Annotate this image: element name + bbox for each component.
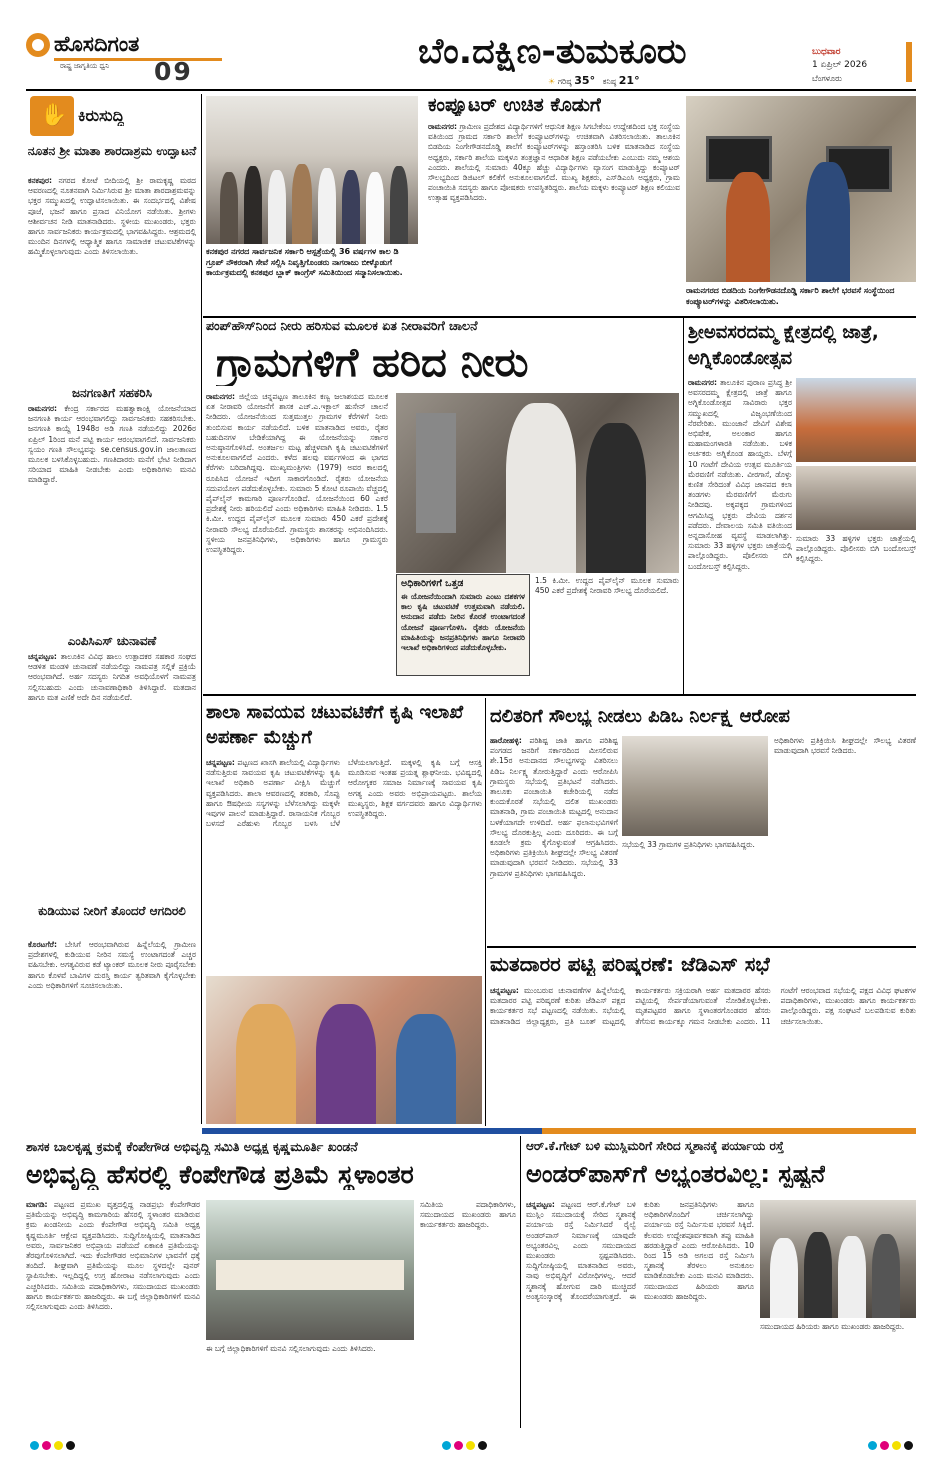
brief-body bbox=[28, 652, 196, 972]
logo-emblem-icon bbox=[32, 39, 44, 51]
underpass-text-cont: ಸಮುದಾಯದ ಹಿರಿಯರು ಹಾಗೂ ಮುಖಂಡರು ಹಾಜರಿದ್ದರು. bbox=[760, 1322, 905, 1331]
brief-place: ಕೊರಟಗೆರೆ: bbox=[28, 940, 57, 949]
brief-place: ಚನ್ನಪಟ್ಟಣ: bbox=[28, 652, 57, 661]
brief-body bbox=[28, 176, 196, 376]
underpass-headline: ಅಂಡರ್‌ಪಾಸ್‌ಗೆ ಅಭ್ಯಂತರವಿಲ್ಲ: ಸ್ಪಷ್ಟನೆ bbox=[526, 1160, 826, 1188]
kempegowda-text-cont: ಸಮಿತಿಯ ಪದಾಧಿಕಾರಿಗಳು, ಸಮುದಾಯದ ಮುಖಂಡರು ಹಾಗೂ ಕಾರ್ಯಕರ್ತರು ಹಾಜರಿದ್ದರು. bbox=[420, 1200, 516, 1230]
dalit-text: ಪರಿಶಿಷ್ಟ ಜಾತಿ ಹಾಗೂ ಪರಿಶಿಷ್ಟ ಪಂಗಡದ ಜನರಿಗೆ ಸರ್ಕಾರದಿಂದ ಮೀಸಲಿರುವ ಶೇ.15ರ ಅನುದಾನದ ಸೌಲಭ್ಯಗಳನ್ನು ವಿತರಿಸಲು ಪಿಡಿಒ ನಿರ್ಲಕ್ಷ್ಯ ತೋರುತ್ತಿದ್ದಾರೆ ಎಂದು ಆರೋಪಿಸಿ ಗ್ರಾಮಸ್ಥರು ಸಭೆಯಲ್ಲಿ ಪ್ರತಿಭಟನೆ ನಡೆಸಿದರು. ತಾಲೂಕು ಪಂಚಾಯಿತಿ ಕಚೇರಿಯಲ್ಲಿ ನಡೆದ ಕುಂದುಕೊರತೆ ಸಭೆಯಲ್ಲಿ ದಲಿತ ಮುಖಂಡರು ಮಾತನಾಡಿ, ಗ್ರಾಮ ಪಂಚಾಯಿತಿ ಮಟ್ಟದಲ್ಲಿ ಅನುದಾನ ಬಳಕೆಯಾಗದೇ ಉಳಿದಿದೆ. ಅರ್ಹ ಫಲಾನುಭವಿಗಳಿಗೆ ಸೌಲಭ್ಯ ದೊರಕುತ್ತಿಲ್ಲ ಎಂದು ದೂರಿದರು. ಈ ಬಗ್ಗೆ ಕೂಡಲೇ ಕ್ರಮ ಕೈಗೊಳ್ಳುವಂತೆ ಆಗ್ರಹಿಸಿದರು. ಅಧಿಕಾರಿಗಳು ಪ್ರತಿಕ್ರಿಯಿಸಿ ಶೀಘ್ರದಲ್ಲೇ ಸೌಲಭ್ಯ ವಿತರಣೆ ಮಾಡುವುದಾಗಿ ಭರವಸೆ ನೀಡಿದರು. ಸಭೆಯಲ್ಲಿ 33 ಗ್ರಾಮಗಳ ಪ್ರತಿನಿಧಿಗಳು ಭಾಗವಹಿಸಿದ್ದರು. bbox=[490, 736, 618, 878]
boxed-title: ಅಧಿಕಾರಿಗಳಿಗೆ ಒತ್ತಡ bbox=[401, 578, 464, 589]
jatre-headline: ಶ್ರೀಅವಸರದಮ್ಮ ಕ್ಷೇತ್ರದಲ್ಲಿ ಜಾತ್ರೆ, ಅಗ್ನಿಕೊಂಡೋತ್ಸವ bbox=[688, 322, 879, 369]
retirement-photo bbox=[206, 96, 418, 244]
masthead-divider bbox=[26, 89, 916, 91]
dalit-body-2 bbox=[622, 840, 768, 942]
underpass-body-1 bbox=[526, 1200, 754, 1428]
boxed-note bbox=[396, 574, 530, 676]
boxed-body: ಈ ಯೋಜನೆಯಿಂದಾಗಿ ಸುಮಾರು ಎಂಟು ದಶಕಗಳ ಕಾಲ ಕೃಷಿ ಚಟುವಟಿಕೆ ಉತ್ತಮವಾಗಿ ನಡೆಯಲಿ. ಅನುದಾನ ಪಡೆದು ನೀರಿನ ಕೊರತೆ ಉಂಟಾಗದಂತೆ ಯೋಜನೆ ಪೂರ್ಣಗೊಳಿಸಿ. ರೈತರು ಯೋಜನೆಯ ಮಾಹಿತಿಯನ್ನು ಜನಪ್ರತಿನಿಧಿಗಳು ಹಾಗೂ ನೀರಾವರಿ ಇಲಾಖೆ ಅಧಿಕಾರಿಗಳಿಂದ ಪಡೆದುಕೊಳ್ಳಬೇಕು. bbox=[401, 592, 525, 653]
lead-place: ರಾಮನಗರ: bbox=[206, 392, 235, 401]
registration-dot-cyan bbox=[30, 1441, 39, 1450]
dalit-headline: ದಲಿತರಿಗೆ ಸೌಲಭ್ಯ ನೀಡಲು ಪಿಡಿಒ ನಿರ್ಲಕ್ಷ್ಯ ಆರೋಪ bbox=[490, 706, 790, 727]
kempegowda-body-3 bbox=[420, 1200, 516, 1428]
column-divider bbox=[520, 1136, 521, 1428]
day: ಬುಧವಾರ bbox=[812, 47, 841, 57]
registration-dot-magenta bbox=[880, 1441, 889, 1450]
registration-dot-cyan bbox=[442, 1441, 451, 1450]
pump-photo bbox=[396, 393, 679, 573]
edition-title: ಬೆಂ.ದಕ್ಷಿಣ-ತುಮಕೂರು bbox=[418, 32, 687, 72]
column-divider bbox=[201, 94, 202, 1124]
underpass-place: ಚನ್ನಪಟ್ಟಣ: bbox=[526, 1200, 555, 1209]
lead-text: ಜಿಲ್ಲೆಯ ಚನ್ನಪಟ್ಟಣ ತಾಲೂಕಿನ ಕಣ್ವ ಜಲಾಶಯದ ಮೂಲಕ ಏತ ನೀರಾವರಿ ಯೋಜನೆಗೆ ಶಾಸಕ ಎಚ್.ಎ.ಇಕ್ಬಾಲ್ ಹುಸೇನ್ ಚಾಲನೆ ನೀಡಿದರು. ಯೋಜನೆಯಿಂದ ಸುತ್ತಮುತ್ತಲ ಗ್ರಾಮಗಳ ಕೆರೆಗಳಿಗೆ ನೀರು ತುಂಬಿಸುವ ಕಾರ್ಯ ನಡೆಯಲಿದೆ. ಬಳಿಕ ಮಾತನಾಡಿದ ಅವರು, ರೈತರ ಬಹುದಿನಗಳ ಬೇಡಿಕೆಯಾಗಿದ್ದ ಈ ಯೋಜನೆಯನ್ನು ಸರ್ಕಾರ ಅನುಷ್ಠಾನಗೊಳಿಸಿದೆ. ಅಂತರ್ಜಲ ಮಟ್ಟ ಹೆಚ್ಚಳವಾಗಿ ಕೃಷಿ ಚಟುವಟಿಕೆಗಳಿಗೆ ಅನುಕೂಲವಾಗಲಿದೆ ಎಂದರು. ಕಳೆದ ಹಲವು ವರ್ಷಗಳಿಂದ ಈ ಭಾಗದ ಕೆರೆಗಳು ಬರಿದಾಗಿದ್ದವು. ಮುಖ್ಯಮಂತ್ರಿಗಳು (1979) ಅವರ ಕಾಲದಲ್ಲಿ ರೂಪಿಸಿದ ಯೋಜನೆ ಇದೀಗ ಸಾಕಾರಗೊಂಡಿದೆ. ರೈತರು ಯೋಜನೆಯ ಸದುಪಯೋಗ ಪಡೆದುಕೊಳ್ಳಬೇಕು. ಸುಮಾರು 5 ಕೋಟಿ ರೂಪಾಯಿ ವೆಚ್ಚದಲ್ಲಿ ಪೈಪ್‌ಲೈನ್ ಕಾಮಗಾರಿ ಪೂರ್ಣಗೊಂಡಿದೆ. ಯೋಜನೆಯಿಂದ 60 ಎಕರೆ ಪ್ರದೇಶಕ್ಕೆ ನೀರು ಹರಿಯಲಿದೆ ಎಂದು ಅಧಿಕಾರಿಗಳು ಮಾಹಿತಿ ನೀಡಿದರು. 1.5 ಕಿ.ಮೀ. ಉದ್ದದ ಪೈಪ್‌ಲೈನ್ ಮೂಲಕ ಸುಮಾರು 450 ಎಕರೆ ಪ್ರದೇಶಕ್ಕೆ ನೀರಾವರಿ ಸೌಲಭ್ಯ ದೊರೆಯಲಿದೆ. ಗ್ರಾಮಸ್ಥರು ಶಾಸಕರನ್ನು ಅಭಿನಂದಿಸಿದರು. ಸ್ಥಳೀಯ ಜನಪ್ರತಿನಿಧಿಗಳು, ಅಧಿಕಾರಿಗಳು ಹಾಗೂ ಗ್ರಾಮಸ್ಥರು ಉಪಸ್ಥಿತರಿದ್ದರು. bbox=[206, 392, 388, 555]
registration-dot-yellow bbox=[54, 1441, 63, 1450]
date-block bbox=[812, 46, 912, 85]
brief-text: ನಗರದ ಕೋಟೆ ಬೀದಿಯಲ್ಲಿ ಶ್ರೀ ರಾಮಕೃಷ್ಣ ಮಠದ ಆವರಣದಲ್ಲಿ ನೂತನವಾಗಿ ನಿರ್ಮಿಸಿರುವ ಶ್ರೀ ಮಾತಾ ಶಾರದಾಶ್ರಮವನ್ನು ಭಕ್ತರ ಸಮ್ಮುಖದಲ್ಲಿ ಉದ್ಘಾಟಿಸಲಾಯಿತು. ಈ ಸಂದರ್ಭದಲ್ಲಿ ವಿಶೇಷ ಪೂಜೆ, ಭಜನೆ ಹಾಗೂ ಪ್ರಸಾದ ವಿನಿಯೋಗ ನಡೆಯಿತು. ಶ್ರೀಗಳು ಆಶೀರ್ವಚನ ನೀಡಿ ಮಾತನಾಡಿದರು. ಸ್ಥಳೀಯ ಮುಖಂಡರು, ಭಕ್ತರು ಹಾಗೂ ಸಾರ್ವಜನಿಕರು ಕಾರ್ಯಕ್ರಮದಲ್ಲಿ ಭಾಗವಹಿಸಿದ್ದರು. ಆಶ್ರಮದಲ್ಲಿ ಮುಂದಿನ ದಿನಗಳಲ್ಲಿ ಆಧ್ಯಾತ್ಮಿಕ ಹಾಗೂ ಸಾಮಾಜಿಕ ಚಟುವಟಿಕೆಗಳನ್ನು ಹಮ್ಮಿಕೊಳ್ಳಲಾಗುವುದು ಎಂದು ತಿಳಿಸಲಾಯಿತು. bbox=[28, 176, 196, 257]
weather-max-label: ಗರಿಷ್ಠ bbox=[557, 77, 572, 86]
weather-min-label: ಕನಿಷ್ಠ bbox=[602, 77, 617, 86]
computer-text: ಗ್ರಾಮೀಣ ಪ್ರದೇಶದ ವಿದ್ಯಾರ್ಥಿಗಳಿಗೆ ಆಧುನಿಕ ಶಿಕ್ಷಣ ಸಿಗಬೇಕೆಂಬ ಉದ್ದೇಶದಿಂದ ಭಕ್ತ ಸಂಸ್ಥೆಯ ವತಿಯಿಂದ ಗ್ರಾಮದ ಸರ್ಕಾರಿ ಶಾಲೆಗೆ ಕಂಪ್ಯೂಟರ್‌ಗಳನ್ನು ಉಚಿತವಾಗಿ ವಿತರಿಸಲಾಯಿತು. ತಾಲೂಕಿನ ಬಿಡದಿಯ ನಿಂಗೇಗೌಡನದೊಡ್ಡಿ ಶಾಲೆಗೆ ಕಂಪ್ಯೂಟರ್‌ಗಳನ್ನು ಹಸ್ತಾಂತರಿಸಿ ಬಳಿಕ ಮಾತನಾಡಿದ ಸಂಸ್ಥೆಯ ಅಧ್ಯಕ್ಷರು, ಸರ್ಕಾರಿ ಶಾಲೆಯ ಮಕ್ಕಳೂ ತಂತ್ರಜ್ಞಾನ ಆಧಾರಿತ ಶಿಕ್ಷಣ ಪಡೆಯಬೇಕು ಎಂಬುದು ನಮ್ಮ ಆಶಯ ಎಂದರು. ಶಾಲೆಯಲ್ಲಿ ಸುಮಾರು 40ಕ್ಕೂ ಹೆಚ್ಚು ವಿದ್ಯಾರ್ಥಿಗಳು ವ್ಯಾಸಂಗ ಮಾಡುತ್ತಿದ್ದು ಕಂಪ್ಯೂಟರ್ ಸೌಲಭ್ಯದಿಂದ ಡಿಜಿಟಲ್ ಕಲಿಕೆಗೆ ಅನುಕೂಲವಾಗಲಿದೆ. ಮುಖ್ಯ ಶಿಕ್ಷಕರು, ಎಸ್‌ಡಿಎಂಸಿ ಅಧ್ಯಕ್ಷರು, ಗ್ರಾಮ ಪಂಚಾಯಿತಿ ಸದಸ್ಯರು ಹಾಗೂ ಪೋಷಕರು ಉಪಸ್ಥಿತರಿದ್ದರು. ಶಾಲೆಯ ಮಕ್ಕಳು ಕಂಪ್ಯೂಟರ್ ಶಿಕ್ಷಣ ಕಲಿಯುವ ಉತ್ಸಾಹ ವ್ಯಕ್ತಪಡಿಸಿದರು. bbox=[428, 122, 680, 203]
brief-title: ಜನಗಣತಿಗೆ ಸಹಕರಿಸಿ bbox=[71, 386, 153, 400]
jds-place: ಚನ್ನಪಟ್ಟಣ: bbox=[490, 986, 519, 995]
dalit-body-3 bbox=[774, 736, 916, 942]
kempegowda-headline: ಅಭಿವೃದ್ಧಿ ಹೆಸರಲ್ಲಿ ಕೆಂಪೇಗೌಡ ಪ್ರತಿಮೆ ಸ್ಥಳಾಂತರ bbox=[26, 1160, 414, 1189]
krishi-photo bbox=[206, 976, 482, 1124]
underpass-text: ಪಟ್ಟಣದ ಆರ್.ಕೆ.ಗೇಟ್ ಬಳಿ ಮುಸ್ಲಿಂ ಸಮುದಾಯಕ್ಕೆ ಸೇರಿದ ಸ್ಮಶಾನಕ್ಕೆ ಪರ್ಯಾಯ ರಸ್ತೆ ನಿರ್ಮಿಸಿದರೆ ರೈಲ್ವೆ ಅಂಡರ್‌ಪಾಸ್ ನಿರ್ಮಾಣಕ್ಕೆ ಯಾವುದೇ ಅಭ್ಯಂತರವಿಲ್ಲ ಎಂದು ಸಮುದಾಯದ ಮುಖಂಡರು ಸ್ಪಷ್ಟಪಡಿಸಿದರು. ಸುದ್ದಿಗೋಷ್ಠಿಯಲ್ಲಿ ಮಾತನಾಡಿದ ಅವರು, ನಾವು ಅಭಿವೃದ್ಧಿಗೆ ವಿರೋಧಿಗಳಲ್ಲ. ಆದರೆ ಸ್ಮಶಾನಕ್ಕೆ ಹೋಗುವ ದಾರಿ ಮುಚ್ಚಿದರೆ ಅಂತ್ಯಸಂಸ್ಕಾರಕ್ಕೆ ತೊಂದರೆಯಾಗುತ್ತದೆ. ಈ ಕುರಿತು ಜನಪ್ರತಿನಿಧಿಗಳು ಹಾಗೂ ಅಧಿಕಾರಿಗಳೊಂದಿಗೆ ಚರ್ಚಿಸಲಾಗಿದ್ದು ಪರ್ಯಾಯ ರಸ್ತೆ ನಿರ್ಮಿಸುವ ಭರವಸೆ ಸಿಕ್ಕಿದೆ. ಕೆಲವರು ಉದ್ದೇಶಪೂರ್ವಕವಾಗಿ ತಪ್ಪು ಮಾಹಿತಿ ಹರಡುತ್ತಿದ್ದಾರೆ ಎಂದು ಆರೋಪಿಸಿದರು. 10 ರಿಂದ 15 ಅಡಿ ಅಗಲದ ರಸ್ತೆ ನಿರ್ಮಿಸಿ ಸ್ಮಶಾನಕ್ಕೆ ತೆರಳಲು ಅನುಕೂಲ ಮಾಡಿಕೊಡಬೇಕು ಎಂದು ಮನವಿ ಮಾಡಿದರು. ಸಮುದಾಯದ ಹಿರಿಯರು ಹಾಗೂ ಮುಖಂಡರು ಹಾಜರಿದ್ದರು. bbox=[526, 1200, 754, 1301]
registration-dot-magenta bbox=[454, 1441, 463, 1450]
kempegowda-body-1 bbox=[26, 1200, 200, 1428]
lead-text-cont: 1.5 ಕಿ.ಮೀ. ಉದ್ದದ ಪೈಪ್‌ಲೈನ್ ಮೂಲಕ ಸುಮಾರು 450 ಎಕರೆ ಪ್ರದೇಶಕ್ಕೆ ನೀರಾವರಿ ಸೌಲಭ್ಯ ದೊರೆಯಲಿದೆ. bbox=[535, 576, 679, 596]
underpass-kicker: ಆರ್.ಕೆ.ಗೇಟ್ ಬಳಿ ಮುಸ್ಲಿಮರಿಗೆ ಸೇರಿದ ಸ್ಮಶಾನಕ್ಕೆ ಪರ್ಯಾಯ ರಸ್ತೆ bbox=[526, 1139, 784, 1153]
jds-headline: ಮತದಾರರ ಪಟ್ಟಿ ಪರಿಷ್ಕರಣೆ: ಜೆಡಿಎಸ್ ಸಭೆ bbox=[490, 952, 770, 976]
kirusuddi-column bbox=[26, 94, 198, 1124]
date-accent-bar bbox=[906, 42, 912, 82]
weather-max: 35° bbox=[574, 74, 596, 87]
underpass-body-2 bbox=[760, 1322, 916, 1428]
bottom-rule-orange bbox=[542, 1128, 916, 1134]
section-divider bbox=[487, 946, 916, 948]
kirusuddi-label: ಕಿರುಸುದ್ದಿ bbox=[78, 106, 125, 125]
dalit-place: ಹಾರೋಹಳ್ಳಿ: bbox=[490, 736, 522, 745]
logo-text: ಹೊಸದಿಗಂತ bbox=[54, 32, 140, 56]
brief-title: ಎಂಪಿಸಿಎಸ್ ಚುನಾವಣೆ bbox=[67, 634, 157, 648]
date: 1 ಏಪ್ರಿಲ್ 2026 bbox=[812, 60, 868, 70]
kempegowda-text-cont: ಈ ಬಗ್ಗೆ ಜಿಲ್ಲಾಧಿಕಾರಿಗಳಿಗೆ ಮನವಿ ಸಲ್ಲಿಸಲಾಗುವುದು ಎಂದು ತಿಳಿಸಿದರು. bbox=[206, 1344, 376, 1353]
brief-text: ತಾಲೂಕಿನ ವಿವಿಧ ಹಾಲು ಉತ್ಪಾದಕರ ಸಹಕಾರ ಸಂಘದ ಆಡಳಿತ ಮಂಡಳಿ ಚುನಾವಣೆ ನಡೆಯಲಿದ್ದು ನಾಮಪತ್ರ ಸಲ್ಲಿಕೆ ಪ್ರಕ್ರಿಯೆ ಆರಂಭವಾಗಿದೆ. ಅರ್ಹ ಸದಸ್ಯರು ನಿಗದಿತ ಅವಧಿಯೊಳಗೆ ನಾಮಪತ್ರ ಸಲ್ಲಿಸಬಹುದು ಎಂದು ಚುನಾವಣಾಧಿಕಾರಿ ತಿಳಿಸಿದ್ದಾರೆ. ಮತದಾನ ಹಾಗೂ ಮತ ಎಣಿಕೆ ಅದೇ ದಿನ ನಡೆಯಲಿದೆ. bbox=[28, 652, 196, 702]
brief-text: ಕೇಂದ್ರ ಸರ್ಕಾರದ ಮಹತ್ವಾಕಾಂಕ್ಷಿ ಯೋಜನೆಯಾದ ಜನಗಣತಿ ಕಾರ್ಯ ಆರಂಭವಾಗಲಿದ್ದು ಸಾರ್ವಜನಿಕರು ಸಹಕರಿಸಬೇಕು. ಜನಗಣತಿ ಕಾಯ್ದೆ 1948ರ ಅಡಿ ಗಣತಿ ನಡೆಯಲಿದ್ದು 2026ರ ಏಪ್ರಿಲ್ 1ರಿಂದ ಮನೆ ಪಟ್ಟಿ ಕಾರ್ಯ ಆರಂಭವಾಗಲಿದೆ. ಸಾರ್ವಜನಿಕರು ಸ್ವಯಂ ಗಣತಿ ಸೌಲಭ್ಯವನ್ನು se.census.gov.in ಜಾಲತಾಣದ ಮೂಲಕ ಬಳಸಿಕೊಳ್ಳಬಹುದು. ಗಣತಿದಾರರು ಮನೆಗೆ ಭೇಟಿ ನೀಡಿದಾಗ ಸರಿಯಾದ ಮಾಹಿತಿ ನೀಡಬೇಕು ಎಂದು ಅಧಿಕಾರಿಗಳು ಮನವಿ ಮಾಡಿದ್ದಾರೆ. bbox=[28, 404, 196, 485]
computer-body bbox=[428, 122, 680, 312]
jatre-place: ರಾಮನಗರ: bbox=[688, 378, 717, 387]
logo-underline bbox=[54, 58, 222, 61]
kempegowda-place: ಮಾಗಡಿ: bbox=[26, 1200, 48, 1209]
jds-text: ಮುಂಬರುವ ಚುನಾವಣೆಗಳ ಹಿನ್ನೆಲೆಯಲ್ಲಿ ಮತದಾರರ ಪಟ್ಟಿ ಪರಿಷ್ಕರಣೆ ಕುರಿತು ಜೆಡಿಎಸ್ ಪಕ್ಷದ ಕಾರ್ಯಕರ್ತರ ಸಭೆ ಪಟ್ಟಣದಲ್ಲಿ ನಡೆಯಿತು. ಸಭೆಯಲ್ಲಿ ಮಾತನಾಡಿದ ಜಿಲ್ಲಾಧ್ಯಕ್ಷರು, ಪ್ರತಿ ಬೂತ್ ಮಟ್ಟದಲ್ಲಿ ಕಾರ್ಯಕರ್ತರು ಸಕ್ರಿಯರಾಗಿ ಅರ್ಹ ಮತದಾರರ ಹೆಸರು ಪಟ್ಟಿಯಲ್ಲಿ ಸೇರ್ಪಡೆಯಾಗುವಂತೆ ನೋಡಿಕೊಳ್ಳಬೇಕು. ಮೃತಪಟ್ಟವರ ಹಾಗೂ ಸ್ಥಳಾಂತರಗೊಂಡವರ ಹೆಸರು ತೆಗೆಸುವ ಕಾರ್ಯಕ್ಕೂ ಗಮನ ನೀಡಬೇಕು ಎಂದರು. 11 ಗಂಟೆಗೆ ಆರಂಭವಾದ ಸಭೆಯಲ್ಲಿ ಪಕ್ಷದ ವಿವಿಧ ಘಟಕಗಳ ಪದಾಧಿಕಾರಿಗಳು, ಮುಖಂಡರು ಹಾಗೂ ಕಾರ್ಯಕರ್ತರು ಪಾಲ್ಗೊಂಡಿದ್ದರು. ಪಕ್ಷ ಸಂಘಟನೆ ಬಲಪಡಿಸುವ ಕುರಿತು ಚರ್ಚಿಸಲಾಯಿತು. bbox=[490, 986, 916, 1026]
city: ಬೆಂಗಳೂರು bbox=[812, 74, 842, 83]
registration-dot-magenta bbox=[42, 1441, 51, 1450]
jatre-body bbox=[688, 378, 792, 690]
masthead-logo-block bbox=[26, 30, 231, 86]
registration-dot-black bbox=[478, 1441, 487, 1450]
jatre-text-cont: ಸುಮಾರು 33 ಹಳ್ಳಿಗಳ ಭಕ್ತರು ಜಾತ್ರೆಯಲ್ಲಿ ಪಾಲ್ಗೊಂಡಿದ್ದರು. ಪೊಲೀಸರು ಬಿಗಿ ಬಂದೋಬಸ್ತ್ ಕಲ್ಪಿಸಿದ್ದರು. bbox=[796, 534, 916, 564]
krishi-text: ಪಟ್ಟಣದ ಖಾಸಗಿ ಶಾಲೆಯಲ್ಲಿ ವಿದ್ಯಾರ್ಥಿಗಳು ನಡೆಸುತ್ತಿರುವ ಸಾವಯವ ಕೃಷಿ ಚಟುವಟಿಕೆಗಳನ್ನು ಕೃಷಿ ಇಲಾಖೆ ಅಧಿಕಾರಿ ಅಪರ್ಣಾ ವೀಕ್ಷಿಸಿ ಮೆಚ್ಚುಗೆ ವ್ಯಕ್ತಪಡಿಸಿದರು. ಶಾಲಾ ಆವರಣದಲ್ಲಿ ತರಕಾರಿ, ಸೊಪ್ಪು ಹಾಗೂ ಔಷಧೀಯ ಸಸ್ಯಗಳನ್ನು ಬೆಳೆಸಲಾಗಿದ್ದು ಮಕ್ಕಳೇ ಇವುಗಳ ಪಾಲನೆ ಮಾಡುತ್ತಿದ್ದಾರೆ. ರಾಸಾಯನಿಕ ಗೊಬ್ಬರ ಬಳಸದೆ ಎರೆಹುಳು ಗೊಬ್ಬರ ಬಳಸಿ ಬೆಳೆ ಬೆಳೆಯಲಾಗುತ್ತಿದೆ. ಮಕ್ಕಳಲ್ಲಿ ಕೃಷಿ ಬಗ್ಗೆ ಆಸಕ್ತಿ ಮೂಡಿಸುವ ಇಂತಹ ಪ್ರಯತ್ನ ಶ್ಲಾಘನೀಯ. ಭವಿಷ್ಯದಲ್ಲಿ ಆರೋಗ್ಯಕರ ಸಮಾಜ ನಿರ್ಮಾಣಕ್ಕೆ ಸಾವಯವ ಕೃಷಿ ಅಗತ್ಯ ಎಂದು ಅವರು ಅಭಿಪ್ರಾಯಪಟ್ಟರು. ಶಾಲೆಯ ಮುಖ್ಯಸ್ಥರು, ಶಿಕ್ಷಕ ವರ್ಗದವರು ಹಾಗೂ ವಿದ್ಯಾರ್ಥಿಗಳು ಉಪಸ್ಥಿತರಿದ್ದರು. bbox=[206, 758, 482, 829]
jatre-photo-1 bbox=[796, 378, 916, 462]
logo-subtitle: ರಾಷ್ಟ್ರ ಜಾಗೃತಿಯ ಧ್ವನಿ bbox=[60, 62, 110, 70]
computer-place: ರಾಮನಗರ: bbox=[428, 122, 457, 131]
retirement-caption: ಕನಕಪುರ ನಗರದ ಸಾರ್ವಜನಿಕ ಸರ್ಕಾರಿ ಆಸ್ಪತ್ರೆಯಲ್ಲಿ 36 ವರ್ಷಗಳ ಕಾಲ ಡಿ ಗ್ರೂಪ್ ನೌಕರರಾಗಿ ಸೇವೆ ಸಲ್ಲಿಸಿ ನಿವೃತ್ತಿಗೊಂಡರು ನಾಗರಾಜು ಬೀಳ್ಕೊಡುಗೆ ಕಾರ್ಯಕ್ರಮದಲ್ಲಿ ಕನಕಪುರ ಬ್ಲಾಕ್ ಕಾಂಗ್ರೆಸ್ ಸಮಿತಿಯಿಂದ ಸನ್ಮಾನಿಸಲಾಯಿತು. bbox=[206, 247, 403, 277]
weather-sun-icon: ☀ bbox=[548, 77, 556, 86]
brief-body bbox=[28, 404, 196, 626]
school-computer-photo bbox=[686, 96, 916, 282]
kempegowda-kicker: ಶಾಸಕ ಬಾಲಕೃಷ್ಣ ಕ್ರಮಕ್ಕೆ ಕೆಂಪೇಗೌಡ ಅಭಿವೃದ್ಧಿ ಸಮಿತಿ ಅಧ್ಯಕ್ಷ ಕೃಷ್ಣಮೂರ್ತಿ ಖಂಡನೆ bbox=[26, 1139, 358, 1154]
krishi-place: ಚನ್ನಪಟ್ಟಣ: bbox=[206, 758, 235, 767]
jatre-photo-2 bbox=[796, 466, 916, 530]
brief-place: ರಾಮನಗರ: bbox=[28, 404, 57, 413]
bottom-rule-blue bbox=[202, 1128, 542, 1134]
school-caption: ರಾಮನಗರದ ಬಿಡದಿಯ ನಿಂಗೇಗೌಡನದೊಡ್ಡಿ ಸರ್ಕಾರಿ ಶಾಲೆಗೆ ಭರವಸೆ ಸಂಸ್ಥೆಯಿಂದ ಕಂಪ್ಯೂಟರ್‌ಗಳನ್ನು ವಿತರಿಸಲಾಯಿತು. bbox=[686, 286, 895, 306]
hand-icon: ✋ bbox=[40, 103, 68, 128]
jatre-text: ತಾಲೂಕಿನ ಪುರಾಣ ಪ್ರಸಿದ್ಧ ಶ್ರೀ ಅವಸರದಮ್ಮ ಕ್ಷೇತ್ರದಲ್ಲಿ ಜಾತ್ರೆ ಹಾಗೂ ಅಗ್ನಿಕೊಂಡೋತ್ಸವ ಸಾವಿರಾರು ಭಕ್ತರ ಸಮ್ಮುಖದಲ್ಲಿ ವಿಜೃಂಭಣೆಯಿಂದ ನೆರವೇರಿತು. ಮುಂಜಾನೆ ದೇವಿಗೆ ವಿಶೇಷ ಅಭಿಷೇಕ, ಅಲಂಕಾರ ಹಾಗೂ ಮಹಾಮಂಗಳಾರತಿ ನಡೆಯಿತು. ಬಳಿಕ ಅರ್ಚಕರು ಅಗ್ನಿಕೊಂಡ ಹಾಯ್ದರು. ಬೆಳಗ್ಗೆ 10 ಗಂಟೆಗೆ ದೇವಿಯ ಉತ್ಸವ ಮೂರ್ತಿಯ ಮೆರವಣಿಗೆ ನಡೆಯಿತು. ವೀರಗಾಸೆ, ಡೊಳ್ಳು ಕುಣಿತ ಸೇರಿದಂತೆ ವಿವಿಧ ಜಾನಪದ ಕಲಾ ತಂಡಗಳು ಮೆರವಣಿಗೆಗೆ ಮೆರುಗು ನೀಡಿದವು. ಅಕ್ಕಪಕ್ಕದ ಗ್ರಾಮಗಳಿಂದ ಆಗಮಿಸಿದ್ದ ಭಕ್ತರು ದೇವಿಯ ದರ್ಶನ ಪಡೆದರು. ದೇವಾಲಯ ಸಮಿತಿ ವತಿಯಿಂದ ಅನ್ನದಾಸೋಹ ವ್ಯವಸ್ಥೆ ಮಾಡಲಾಗಿತ್ತು. ಸುಮಾರು 33 ಹಳ್ಳಿಗಳ ಭಕ್ತರು ಜಾತ್ರೆಯಲ್ಲಿ ಪಾಲ್ಗೊಂಡಿದ್ದರು. ಪೊಲೀಸರು ಬಿಗಿ ಬಂದೋಬಸ್ತ್ ಕಲ್ಪಿಸಿದ್ದರು. bbox=[688, 378, 792, 571]
registration-dot-yellow bbox=[892, 1441, 901, 1450]
computer-headline: ಕಂಪ್ಯೂಟರ್ ಉಚಿತ ಕೊಡುಗೆ bbox=[428, 94, 601, 116]
registration-dot-yellow bbox=[466, 1441, 475, 1450]
registration-dot-black bbox=[66, 1441, 75, 1450]
lead-kicker: ಪಂಪ್‌ಹೌಸ್‌ನಿಂದ ನೀರು ಹರಿಸುವ ಮೂಲಕ ಏತ ನೀರಾವರಿಗೆ ಚಾಲನೆ bbox=[206, 318, 478, 333]
dalit-body-1 bbox=[490, 736, 618, 942]
lead-headline: ಗ್ರಾಮಗಳಿಗೆ ಹರಿದ ನೀರು bbox=[216, 340, 529, 386]
kempegowda-photo bbox=[206, 1200, 414, 1340]
kempegowda-body-2 bbox=[206, 1344, 414, 1428]
dalit-photo bbox=[622, 736, 768, 836]
dalit-text-cont: ಸಭೆಯಲ್ಲಿ 33 ಗ್ರಾಮಗಳ ಪ್ರತಿನಿಧಿಗಳು ಭಾಗವಹಿಸಿದ್ದರು. bbox=[622, 840, 755, 849]
kempegowda-text: ಪಟ್ಟಣದ ಪ್ರಮುಖ ವೃತ್ತದಲ್ಲಿದ್ದ ನಾಡಪ್ರಭು ಕೆಂಪೇಗೌಡರ ಪ್ರತಿಮೆಯನ್ನು ಅಭಿವೃದ್ಧಿ ಕಾಮಗಾರಿಯ ಹೆಸರಲ್ಲಿ ಸ್ಥಳಾಂತರ ಮಾಡಿರುವ ಕ್ರಮ ಖಂಡನೀಯ ಎಂದು ಕೆಂಪೇಗೌಡ ಅಭಿವೃದ್ಧಿ ಸಮಿತಿ ಅಧ್ಯಕ್ಷ ಕೃಷ್ಣಮೂರ್ತಿ ಆಕ್ಷೇಪ ವ್ಯಕ್ತಪಡಿಸಿದರು. ಸುದ್ದಿಗೋಷ್ಠಿಯಲ್ಲಿ ಮಾತನಾಡಿದ ಅವರು, ಸಾರ್ವಜನಿಕರ ಅಭಿಪ್ರಾಯ ಪಡೆಯದೆ ಏಕಾಏಕಿ ಪ್ರತಿಮೆಯನ್ನು ತೆರವುಗೊಳಿಸಲಾಗಿದೆ. ಇದು ಕೆಂಪೇಗೌಡರ ಅಭಿಮಾನಿಗಳ ಭಾವನೆಗೆ ಧಕ್ಕೆ ತಂದಿದೆ. ಶೀಘ್ರವಾಗಿ ಪ್ರತಿಮೆಯನ್ನು ಮೂಲ ಸ್ಥಳದಲ್ಲೇ ಪುನರ್ ಸ್ಥಾಪಿಸಬೇಕು. ಇಲ್ಲದಿದ್ದಲ್ಲಿ ಉಗ್ರ ಹೋರಾಟ ನಡೆಸಲಾಗುವುದು ಎಂದು ಎಚ್ಚರಿಸಿದರು. ಸಮಿತಿಯ ಪದಾಧಿಕಾರಿಗಳು, ಸಮುದಾಯದ ಮುಖಂಡರು ಹಾಗೂ ಕಾರ್ಯಕರ್ತರು ಹಾಜರಿದ್ದರು. ಈ ಬಗ್ಗೆ ಜಿಲ್ಲಾಧಿಕಾರಿಗಳಿಗೆ ಮನವಿ ಸಲ್ಲಿಸಲಾಗುವುದು ಎಂದು ತಿಳಿಸಿದರು. bbox=[26, 1200, 200, 1312]
registration-dot-cyan bbox=[868, 1441, 877, 1450]
brief-title: ಕುಡಿಯುವ ನೀರಿಗೆ ತೊಂದರೆ ಆಗದಿರಲಿ bbox=[38, 904, 186, 918]
underpass-photo bbox=[760, 1200, 916, 1318]
page-number: 09 bbox=[154, 57, 193, 86]
brief-title: ನೂತನ ಶ್ರೀ ಮಾತಾ ಶಾರದಾಶ್ರಮ ಉದ್ಘಾಟನೆ bbox=[27, 144, 197, 158]
section-divider bbox=[203, 694, 916, 696]
masthead bbox=[26, 30, 916, 90]
brief-place: ಕನಕಪುರ: bbox=[28, 176, 52, 185]
registration-dot-black bbox=[904, 1441, 913, 1450]
brief-text: ಬೇಸಿಗೆ ಆರಂಭವಾಗಿರುವ ಹಿನ್ನೆಲೆಯಲ್ಲಿ ಗ್ರಾಮೀಣ ಪ್ರದೇಶಗಳಲ್ಲಿ ಕುಡಿಯುವ ನೀರಿನ ಸಮಸ್ಯೆ ಉಂಟಾಗದಂತೆ ಎಚ್ಚರ ವಹಿಸಬೇಕು. ಅಗತ್ಯವಿರುವ ಕಡೆ ಟ್ಯಾಂಕರ್ ಮೂಲಕ ನೀರು ಪೂರೈಸಬೇಕು ಹಾಗೂ ಕೊಳವೆ ಬಾವಿಗಳ ದುರಸ್ತಿ ಕಾರ್ಯ ತ್ವರಿತವಾಗಿ ಕೈಗೊಳ್ಳಬೇಕು ಎಂದು ಅಧಿಕಾರಿಗಳಿಗೆ ಸೂಚಿಸಲಾಯಿತು. bbox=[28, 940, 196, 990]
brief-body bbox=[28, 940, 196, 1120]
jatre-body-cont bbox=[796, 534, 916, 690]
column-divider bbox=[485, 698, 486, 1126]
dalit-text-cont: ಅಧಿಕಾರಿಗಳು ಪ್ರತಿಕ್ರಿಯಿಸಿ ಶೀಘ್ರದಲ್ಲೇ ಸೌಲಭ್ಯ ವಿತರಣೆ ಮಾಡುವುದಾಗಿ ಭರವಸೆ ನೀಡಿದರು. bbox=[774, 736, 916, 756]
krishi-body bbox=[206, 758, 482, 972]
krishi-headline: ಶಾಲಾ ಸಾವಯವ ಚಟುವಟಿಕೆಗೆ ಕೃಷಿ ಇಲಾಖೆ ಅಪರ್ಣಾ ಮೆಚ್ಚುಗೆ bbox=[206, 702, 464, 748]
weather-block bbox=[548, 74, 658, 88]
jds-body bbox=[490, 986, 916, 1124]
weather-min: 21° bbox=[618, 74, 640, 87]
column-divider bbox=[683, 318, 684, 694]
lead-body-col1 bbox=[206, 392, 388, 690]
lead-body-col2 bbox=[535, 576, 679, 690]
